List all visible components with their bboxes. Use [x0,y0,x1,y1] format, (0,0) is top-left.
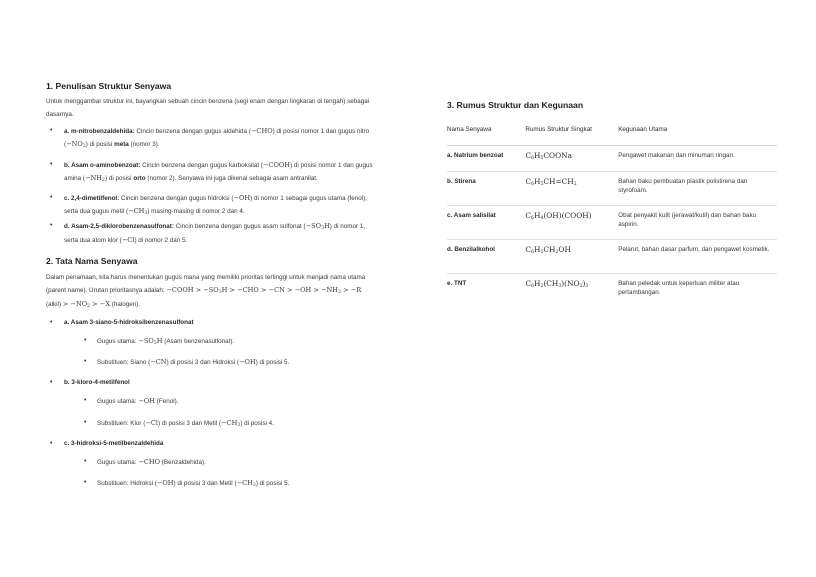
sub-list-item: • Substituen: Siano (−CN) di posisi 3 dan Hidroksi (−OH) di posisi 5. [64,356,376,369]
compound-name: b. Stirena [447,172,525,206]
section2-list [46,317,376,491]
table-row [447,206,777,240]
column-header: Nama Senyawa [447,126,525,146]
item-text: ) di posisi [85,141,113,149]
item-label: b. Asam o-aminobenzoat: [64,161,141,169]
column-header: Kegunaan Utama [618,126,777,146]
list-item [46,377,376,430]
sub-list-item: • Substituen: Klor (−Cl) di posisi 3 dan Metil $(-CH_3)$ di posisi 4. [64,417,376,430]
item-text: ) masing-masing di nomor 2 dan 4. [147,208,245,216]
item-label: b. 3-kloro-4-metilfenol [64,379,130,387]
list-item [46,192,376,218]
list-item [46,220,376,246]
structural-formula: $C_6H_5CH=CH_2$ [525,172,618,206]
item-text: Cincin benzena dengan gugus aldehida ( [136,128,251,136]
list-item [46,317,376,370]
item-text: ) di nomor 1 sebagai gugus utama (fenol), serta dua gugus metil ( [64,195,368,216]
priority-formula: > $-NO_2 > -X$ [62,300,111,309]
section1-list [46,125,376,247]
uses-table [447,126,777,308]
intro-text: Dalam penamaan, kita harus menentukan gugus mana yang memiliki prioritas tertinggi untuk menjadi nama utama (parent name). Urutan prioritasnya adalah: [46,273,366,295]
structural-formula: $C_6H_2(CH_3)(NO_2)_3$ [525,279,589,289]
section2-title: 2. Tata Nama Senyawa [46,255,138,266]
table-row [447,172,777,206]
item-text: Cincin benzena dengan gugus asam sulfonat ( [175,223,306,231]
item-label: a. Asam 3-siano-5-hidroksibenzenasulfonat [64,318,194,326]
compound-use: Bahan peledak untuk keperluan militer atau pertambangan. [618,280,740,296]
priority-formula: −COOH > $-SO_3H > -CHO > -CN > -OH > -NH_2 > -R$ [166,286,362,296]
item-text: ) di posisi [104,174,132,182]
formula: $-NO_2$ [66,140,86,150]
item-label: d. Asam-2,5-diklorobenzenasulfonat: [64,223,174,231]
table-header-row [447,126,777,146]
compound-name: a. Natrium benzoat [447,146,525,172]
item-text: ) di posisi nomor 1 dan gugus nitro ( [64,128,370,149]
emphasis: orto [133,174,146,182]
formula: −Cl [121,235,135,244]
section1-title: 1. Penulisan Struktur Senyawa [46,81,172,91]
left-column [46,81,376,498]
emphasis: meta [114,141,129,149]
formula: −COOH [262,160,291,169]
formula: $-NH_2$ [85,173,105,183]
formula: $-CH_3$ [128,207,148,217]
formula: $-SO_3H$ [305,222,330,232]
compound-use: Pengawet makanan dan minuman ringan. [618,146,777,172]
structural-formula: $C_6H_5CH_2OH$ [525,240,618,274]
item-text: (nomor 2). Senyawa ini juga dikenal sebagai asam antranilat. [147,174,318,182]
formula: −OH [233,194,251,202]
list-item [46,159,376,185]
compound-name: d. Benzilalkohol [447,240,525,274]
sub-list [64,395,376,429]
section1-intro: Untuk menggambar struktur ini, bayangkan sebuah cincin benzena (segi enam dengan lingkaran di tengah) sebagai dasarnya. [46,98,370,118]
item-label: a. m-nitrobenzaldehida: [64,128,135,136]
priority-note: (alkil) [46,301,62,308]
item-text: Cincin benzena dengan gugus hidroksi ( [121,195,234,202]
compound-use: Pelarut, bahan dasar parfum, dan pengawet kosmetik. [618,240,777,274]
compound-name: e. TNT [447,280,467,287]
sub-list-item: • Gugus utama: −CHO (Benzaldehida). [64,456,376,469]
compound-use: Obat penyakit kulit (jerawat/kutil) dan bahan baku aspirin. [618,206,777,240]
item-text: ) di nomor 2 dan 5. [134,236,188,244]
item-text: (nomor 3). [130,141,160,149]
structural-formula: $C_6H_4(OH)(COOH)$ [525,206,618,240]
sub-list-item: • Substituen: Hidroksi (−OH) di posisi 3 dan Metil $(-CH_3)$ di posisi 5. [64,477,376,490]
item-text: ) di nomor 1, serta dua atom klor ( [64,223,366,244]
item-label: c. 2,4-dimetilfenol: [64,195,120,202]
structural-formula: $C_6H_5COONa$ [525,146,618,172]
list-item [46,438,376,491]
sub-list-item: • Gugus utama: −OH (Fenol). [64,395,376,408]
column-header: Rumus Struktur Singkat [525,126,618,146]
item-label: c. 3-hidroksi-5-metilbenzaldehida [64,439,164,447]
right-column [447,100,770,308]
sub-list [64,456,376,490]
compound-use: Bahan baku pembuatan plastik polistirena dan styrofoam. [618,172,777,206]
table-row [447,146,777,172]
sub-list-item: • Gugus utama: $-SO_3H$ (Asam benzenasulfonat). [64,335,376,348]
table-row [447,240,777,274]
table-row [447,274,777,308]
section3-title: 3. Rumus Struktur dan Kegunaan [447,100,584,110]
sub-list [64,335,376,369]
section2-intro [46,272,376,312]
list-item [46,125,376,151]
formula: −CHO [250,127,273,136]
item-text: Cincin benzena dengan gugus karboksilat ( [142,161,263,169]
priority-note: (halogen). [111,301,141,308]
item-text: ) di posisi nomor 1 dan gugus amina ( [64,161,373,182]
compound-name: c. Asam salisilat [447,206,525,240]
